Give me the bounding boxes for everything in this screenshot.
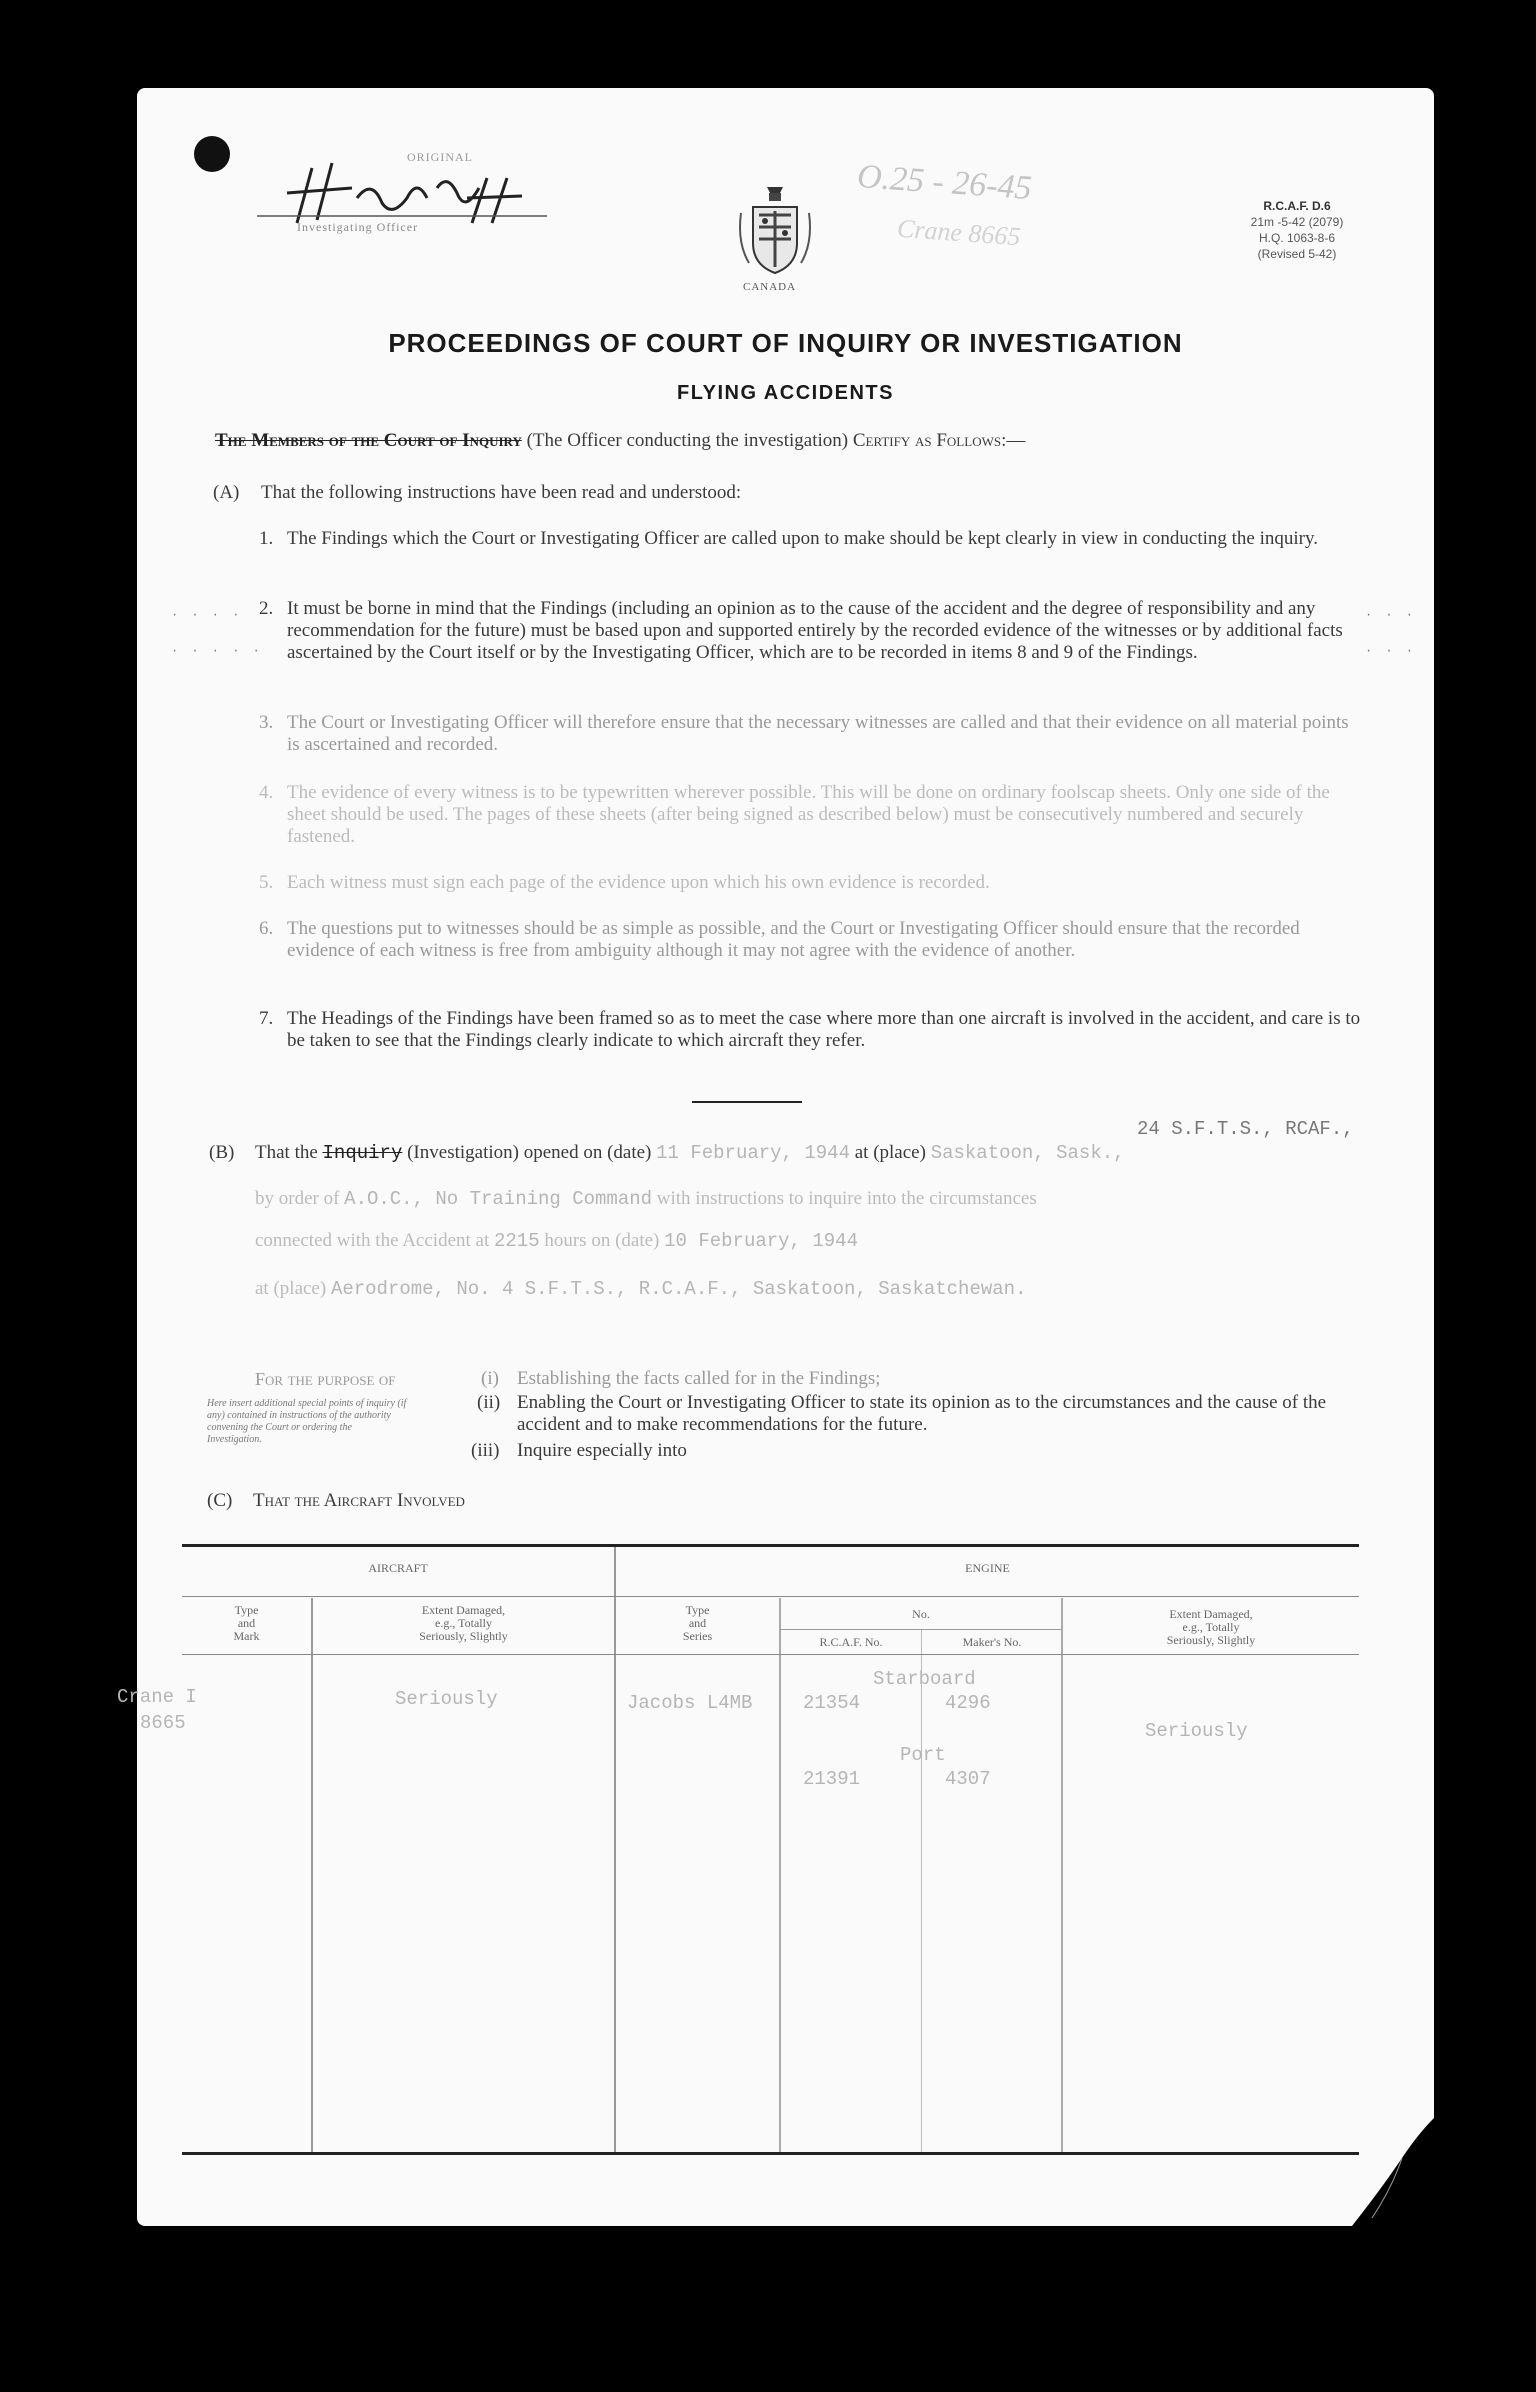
purpose-number: (ii): [477, 1392, 501, 1413]
b-accident-date: 10 February, 1944: [664, 1230, 858, 1252]
table-bottom-rule: [182, 2152, 1359, 2155]
engine-type: Jacobs L4MB: [627, 1692, 753, 1714]
margin-marks: · · · ·: [171, 608, 243, 622]
th-line: and: [688, 1616, 707, 1630]
instruction-item: The questions put to witnesses should be as simple as possible, and the Court or Investigating Officer should ensure that the recorded evidence of each witness is free from ambiguity although it may not agree with the evidence of another.: [287, 918, 1300, 961]
section-divider: [692, 1101, 802, 1103]
item-number: 6.: [259, 918, 274, 939]
th-line: Extent Damaged,: [421, 1603, 506, 1617]
signature-stamp: [257, 148, 627, 238]
section-c-text: That the Aircraft Involved: [253, 1490, 465, 1511]
th-line: Extent Damaged,: [1169, 1607, 1253, 1621]
purpose-number: (i): [481, 1368, 499, 1389]
country-label: CANADA: [743, 281, 797, 293]
form-ref-line: R.C.A.F. D.6: [1263, 199, 1331, 213]
instruction-item: Each witness must sign each page of the evidence upon which his own evidence is recorded.: [287, 872, 990, 893]
b-open-date: 11 February, 1944: [656, 1142, 850, 1164]
col-extent-engine: [1063, 1608, 1359, 1647]
form-reference: [1237, 198, 1357, 262]
purpose-label: For the purpose of: [255, 1369, 396, 1389]
aircraft-type: Crane I: [117, 1686, 197, 1708]
th-line: e.g., Totally: [435, 1616, 492, 1630]
instruction-item: The Headings of the Findings have been framed so as to meet the case where more than one aircraft is involved in the accident, and care is to be taken to see that the Findings clearly indicate to which aircraft they refer.: [287, 1008, 1361, 1051]
section-b-line-1: [255, 1142, 1405, 1164]
section-a-lead: That the following instructions have been read and understood:: [261, 482, 742, 503]
aircraft-number: 8665: [140, 1712, 186, 1734]
form-ref-line: (Revised 5-42): [1257, 247, 1337, 261]
struck-text: The Members of the Court of Inquiry: [215, 430, 522, 451]
col-extent-aircraft: [313, 1604, 614, 1643]
header-rule: [182, 1654, 1359, 1655]
instruction-item: The evidence of every witness is to be typewritten wherever possible. This will be done on ordinary foolscap sheets. Only one side of the sheet should be used. The pages of these sheets (after being signed as described below) must be consecutively numbered and securely fastened.: [287, 782, 1330, 847]
th-line: Type: [234, 1603, 259, 1617]
table-divider: [779, 1598, 781, 2152]
stamp-bottom-text: Investigating Officer: [297, 220, 419, 234]
col-no: No.: [912, 1607, 930, 1621]
item-number: 5.: [259, 872, 274, 893]
th-line: Seriously, Slightly: [419, 1629, 508, 1643]
b-open-place: Saskatoon, Sask.,: [930, 1142, 1125, 1164]
instruction-item: The Court or Investigating Officer will therefore ensure that the necessary witnesses are called and that their evidence on all material points is ascertained and recorded.: [287, 712, 1349, 755]
b-accident-time: 2215: [494, 1230, 540, 1252]
form-ref-line: 21m -5-42 (2079): [1250, 215, 1344, 229]
th-line: e.g., Totally: [1182, 1620, 1240, 1634]
col-rcaf-no: R.C.A.F. No.: [819, 1635, 883, 1649]
page-title: PROCEEDINGS OF COURT OF INQUIRY OR INVESTIGATION: [388, 328, 1183, 358]
intro-paren: (The Officer conducting the investigation): [526, 430, 849, 451]
margin-marks: · · · · ·: [171, 644, 263, 658]
table-divider: [1061, 1598, 1063, 2152]
b-text: (Investigation) opened on (date): [407, 1142, 652, 1163]
section-c-letter: (C): [207, 1490, 233, 1511]
aircraft-header: AIRCRAFT: [368, 1561, 428, 1575]
instruction-item: It must be borne in mind that the Findings (including an opinion as to the cause of the accident and the degree of responsibility and any recommendation for the future) must be based upon and supported entirely by the recorded evidence of the witnesses or by additional facts ascertained by the Court itself or by the Investigating Officer, which are to be recorded in items 8 and 9 of the Findings.: [287, 598, 1343, 663]
typed-unit: 24 S.F.T.S., RCAF.,: [1137, 1118, 1354, 1140]
torn-corner: [1352, 2118, 1434, 2226]
section-b-letter: (B): [209, 1142, 235, 1163]
port-rcaf-no: 21391: [803, 1768, 861, 1790]
item-number: 1.: [259, 528, 274, 549]
purpose-side-note: Here insert additional special points of inquiry (if any) contained in instructions of the authority convening the Court or ordering the Investigation.: [207, 1398, 407, 1445]
purpose-item: Establishing the facts called for in the Findings;: [517, 1368, 881, 1389]
b-text: at (place): [854, 1142, 926, 1163]
th-line: Seriously, Slightly: [1166, 1633, 1256, 1647]
section-b-line-4: [255, 1278, 1405, 1300]
b-inquiry: Inquiry: [322, 1142, 403, 1164]
col-type-mark: [182, 1604, 311, 1643]
b-accident-place: Aerodrome, No. 4 S.F.T.S., R.C.A.F., Saskatoon, Saskatchewan.: [330, 1278, 1027, 1300]
item-number: 7.: [259, 1008, 274, 1029]
b-ordered-by: A.O.C., No Training Command: [344, 1188, 653, 1210]
section-b-line-3: [255, 1230, 1405, 1252]
certify-text: Certify as Follows:—: [852, 430, 1026, 451]
starboard-label: Starboard: [873, 1668, 976, 1690]
aircraft-damage: Seriously: [395, 1688, 498, 1710]
handwritten-file-number: O.25 - 26-45: [855, 157, 1033, 208]
b-text: with instructions to inquire into the circumstances: [656, 1188, 1037, 1209]
section-a-letter: (A): [213, 482, 240, 503]
header-rule: [779, 1629, 1061, 1630]
punch-hole: [194, 136, 230, 172]
table-divider: [921, 1630, 922, 2152]
b-text: connected with the Accident at: [255, 1230, 490, 1251]
th-line: and: [237, 1616, 256, 1630]
engine-header: ENGINE: [965, 1561, 1010, 1575]
item-number: 2.: [259, 598, 274, 619]
item-number: 4.: [259, 782, 274, 803]
header-rule: [182, 1596, 1359, 1597]
th-line: Mark: [233, 1629, 260, 1643]
handwritten-aircraft-note: Crane 8665: [896, 213, 1022, 252]
b-text: That the: [255, 1142, 318, 1163]
col-makers-no: Maker's No.: [962, 1635, 1022, 1649]
stamp-top-text: ORIGINAL: [407, 150, 473, 164]
margin-marks: · · ·: [1365, 644, 1417, 658]
form-ref-line: H.Q. 1063-8-6: [1258, 231, 1336, 245]
purpose-item: Enabling the Court or Investigating Officer to state its opinion as to the circumstances and the cause of the accident and to make recommendations for the future.: [517, 1392, 1327, 1435]
purpose-number: (iii): [471, 1440, 500, 1461]
intro-line: [215, 430, 1395, 452]
th-line: Series: [682, 1629, 713, 1643]
canada-crest-icon: [735, 183, 815, 295]
document-page: [117, 88, 1434, 2226]
port-label: Port: [900, 1744, 946, 1766]
b-text: at (place): [255, 1278, 327, 1299]
starboard-makers-no: 4296: [945, 1692, 991, 1714]
instruction-item: The Findings which the Court or Investigating Officer are called upon to make should be kept clearly in view in conducting the inquiry.: [287, 528, 1319, 549]
table-top-rule: [182, 1544, 1359, 1547]
margin-marks: · · ·: [1365, 608, 1417, 622]
table-divider: [311, 1598, 313, 2152]
th-line: Type: [685, 1603, 710, 1617]
port-makers-no: 4307: [945, 1768, 991, 1790]
col-type-series: [616, 1604, 779, 1643]
item-number: 3.: [259, 712, 274, 733]
starboard-rcaf-no: 21354: [803, 1692, 861, 1714]
section-b-line-2: [255, 1188, 1405, 1210]
b-text: by order of: [255, 1188, 340, 1209]
b-text: hours on (date): [544, 1230, 660, 1251]
purpose-item: Inquire especially into: [517, 1440, 687, 1461]
engine-damage: Seriously: [1145, 1720, 1248, 1742]
page-subtitle: FLYING ACCIDENTS: [677, 382, 894, 404]
